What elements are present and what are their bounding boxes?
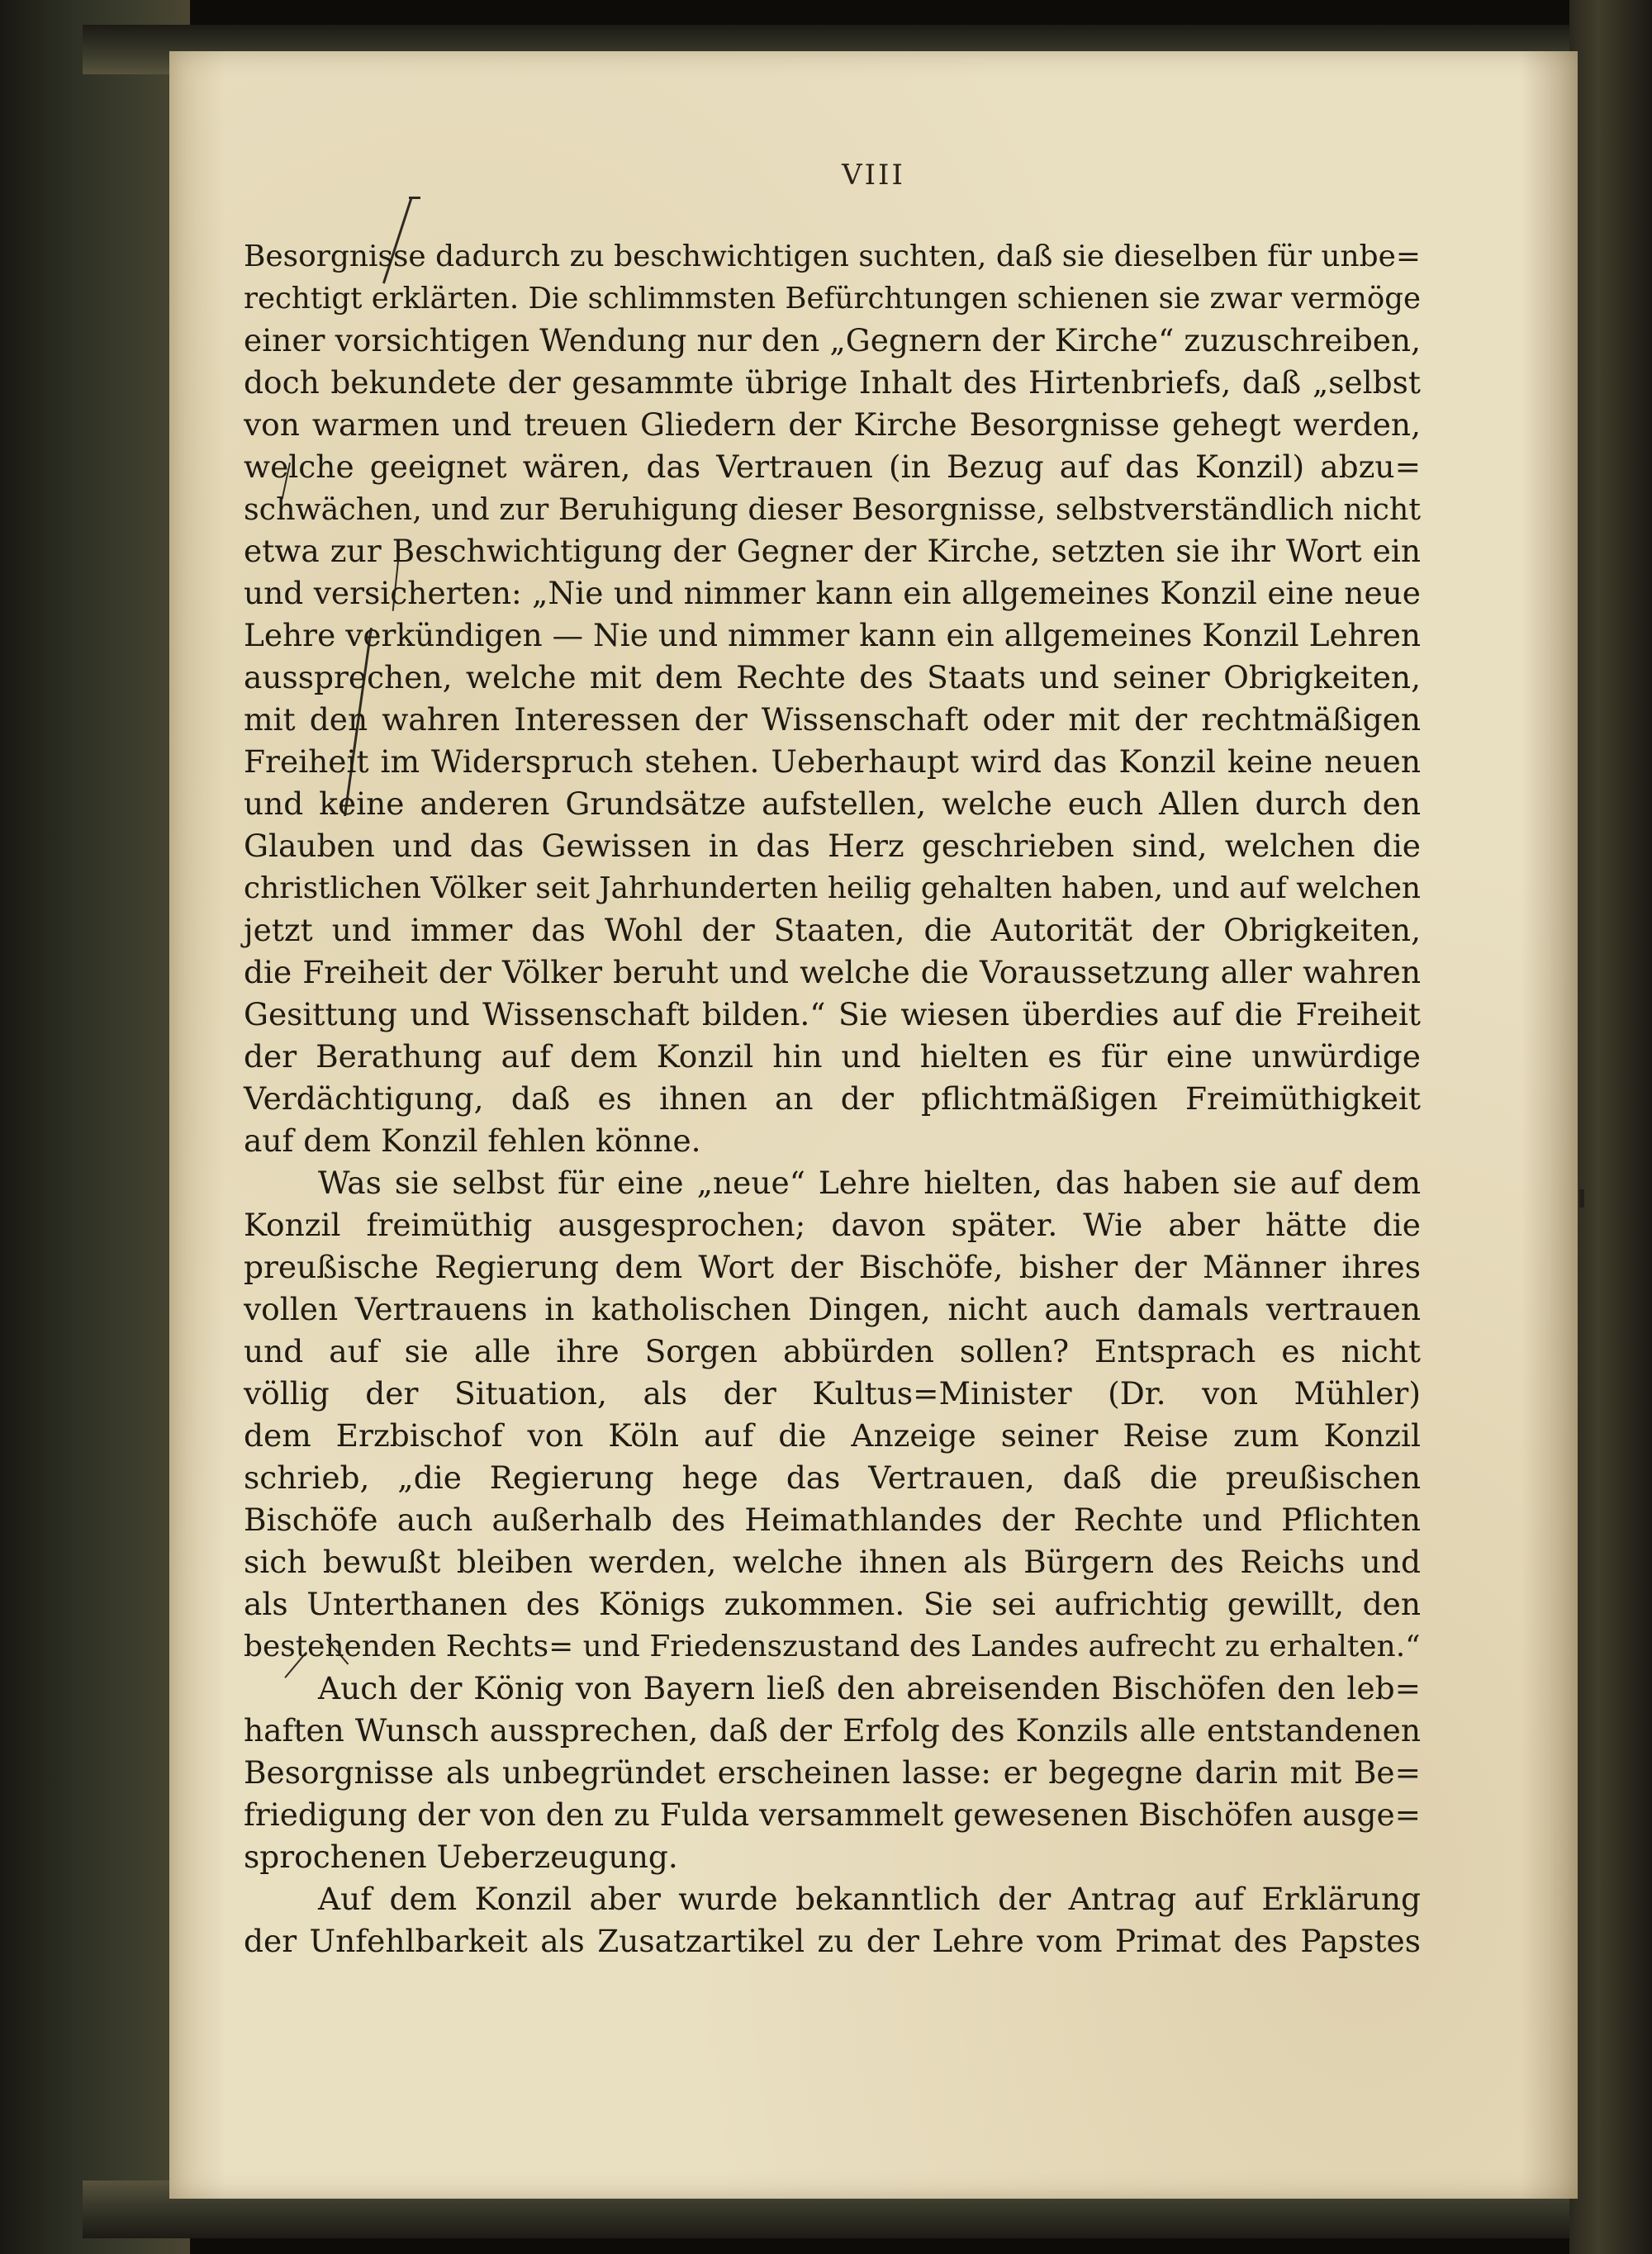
text-line: schrieb, „die Regierung hege das Vertrauen, daß die preußischen — [244, 1459, 1421, 1496]
text-line: Besorgnisse dadurch zu beschwichtigen suchten, daß sie dieselben für unbe= — [244, 240, 1421, 273]
text-line: haften Wunsch aussprechen, daß der Erfolg des Konzils alle entstandenen — [244, 1712, 1421, 1749]
text-line: und keine anderen Grundsätze aufstellen, welche euch Allen durch den — [244, 785, 1421, 822]
text-line: etwa zur Beschwichtigung der Gegner der Kirche, setzten sie ihr Wort ein — [244, 533, 1421, 569]
page-number: VIII — [842, 159, 905, 192]
text-line: Was sie selbst für eine „neue“ Lehre hielten, das haben sie auf dem — [318, 1165, 1421, 1201]
text-line: jetzt und immer das Wohl der Staaten, die Autorität der Obrigkeiten, — [244, 912, 1421, 948]
text-line: von warmen und treuen Gliedern der Kirche Besorgnisse gehegt werden, — [244, 406, 1421, 443]
text-line: friedigung der von den zu Fulda versammelt gewesenen Bischöfen ausge= — [244, 1796, 1422, 1833]
text-line: die Freiheit der Völker beruht und welche die Voraussetzung aller wahren — [244, 954, 1421, 990]
text-line: Glauben und das Gewissen in das Herz geschrieben sind, welchen die — [244, 828, 1421, 864]
text-line: vollen Vertrauens in katholischen Dingen, nicht auch damals vertrauen — [244, 1291, 1421, 1327]
pencil-margin-mark-top-hook — [409, 197, 420, 199]
text-line: einer vorsichtigen Wendung nur den „Gegnern der Kirche“ zuzuschreiben, — [244, 322, 1421, 358]
paragraph-3 — [244, 1668, 1421, 1878]
text-line: Auf dem Konzil aber wurde bekanntlich der Antrag auf Erklärung — [318, 1881, 1421, 1917]
text-line: christlichen Völker seit Jahrhunderten heilig gehalten haben, und auf welchen — [244, 871, 1421, 905]
text-line: doch bekundete der gesammte übrige Inhalt des Hirtenbriefs, daß „selbst — [244, 364, 1421, 401]
text-line: dem Erzbischof von Köln auf die Anzeige seiner Reise zum Konzil — [244, 1417, 1421, 1454]
paragraph-1 — [244, 235, 1421, 1162]
text-line: sich bewußt bleiben werden, welche ihnen als Bürgern des Reichs und — [244, 1544, 1421, 1580]
text-line: mit den wahren Interessen der Wissenschaft oder mit der rechtmäßigen — [244, 701, 1421, 738]
right-edge-mark — [1579, 1189, 1584, 1208]
book-cover-left-edge — [0, 0, 190, 2254]
text-line: der Berathung auf dem Konzil hin und hielten es für eine unwürdige — [244, 1038, 1421, 1075]
paragraph-2 — [244, 1162, 1421, 1668]
body-text — [244, 235, 1421, 1962]
adjacent-page-edge — [1569, 0, 1652, 2254]
text-line: Verdächtigung, daß es ihnen an der pflichtmäßigen Freimüthigkeit — [244, 1080, 1421, 1117]
text-line: Auch der König von Bayern ließ den abreisenden Bischöfen den leb= — [318, 1670, 1421, 1706]
text-line: Gesittung und Wissenschaft bilden.“ Sie wiesen überdies auf die Freiheit — [244, 996, 1421, 1032]
text-line: Konzil freimüthig ausgesprochen; davon später. Wie aber hätte die — [244, 1207, 1421, 1243]
text-line: und versicherten: „Nie und nimmer kann ein allgemeines Konzil eine neue — [244, 575, 1421, 611]
text-line: aussprechen, welche mit dem Rechte des Staats und seiner Obrigkeiten, — [244, 659, 1421, 695]
text-line: Freiheit im Widerspruch stehen. Ueberhaupt wird das Konzil keine neuen — [244, 743, 1421, 780]
paragraph-4 — [244, 1878, 1421, 1962]
text-line: rechtigt erklärten. Die schlimmsten Befürchtungen schienen sie zwar vermöge — [244, 282, 1421, 316]
text-line: Bischöfe auch außerhalb des Heimathlandes der Rechte und Pflichten — [244, 1502, 1421, 1538]
text-line: völlig der Situation, als der Kultus=Minister (Dr. von Mühler) — [244, 1375, 1421, 1412]
text-line: schwächen, und zur Beruhigung dieser Besorgnisse, selbstverständlich nicht — [244, 491, 1421, 527]
text-line: sprochenen Ueberzeugung. — [244, 1839, 678, 1875]
text-line: als Unterthanen des Königs zukommen. Sie sei aufrichtig gewillt, den — [244, 1586, 1421, 1622]
text-line: auf dem Konzil fehlen könne. — [244, 1122, 701, 1159]
text-line: Lehre verkündigen — Nie und nimmer kann ein allgemeines Konzil Lehren — [244, 617, 1421, 653]
text-line: welche geeignet wären, das Vertrauen (in Bezug auf das Konzil) abzu= — [244, 448, 1421, 485]
text-line: bestehenden Rechts= und Friedenszustand des Landes aufrecht zu erhalten.“ — [244, 1630, 1421, 1663]
text-line: der Unfehlbarkeit als Zusatzartikel zu der Lehre vom Primat des Papstes — [244, 1923, 1421, 1959]
text-line: Besorgnisse als unbegründet erscheinen lasse: er begegne darin mit Be= — [244, 1754, 1421, 1791]
text-line: preußische Regierung dem Wort der Bischöfe, bisher der Männer ihres — [244, 1249, 1421, 1285]
text-line: und auf sie alle ihre Sorgen abbürden sollen? Entsprach es nicht — [244, 1333, 1421, 1369]
